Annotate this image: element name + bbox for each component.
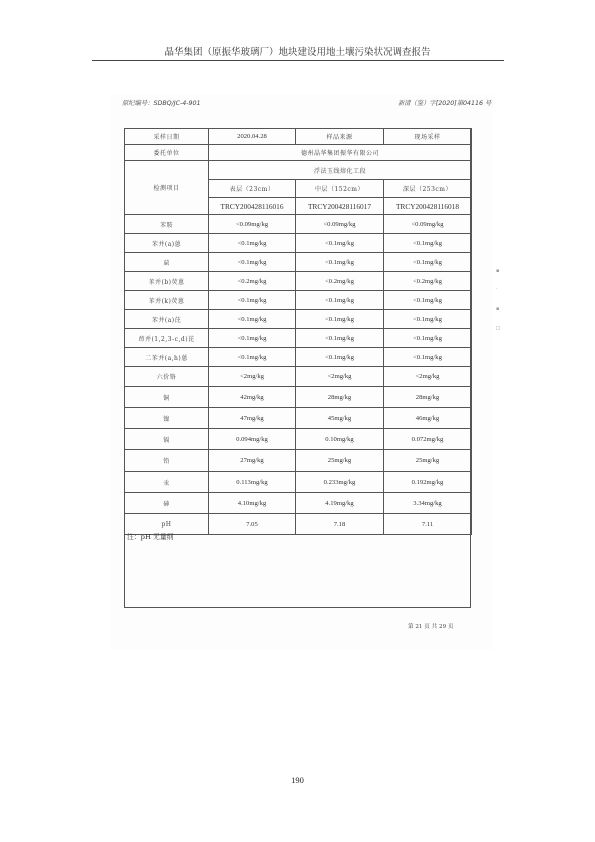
test-item-name: 六价铬 [125,367,209,387]
sampling-date-label: 采样日期 [125,129,209,145]
client-name: 德州晶华集团振华有限公司 [209,145,472,161]
result-value: 28mg/kg [384,387,472,408]
sample-code: TRCY200428116017 [296,198,384,215]
test-item-name: 苯并(a)蒽 [125,234,209,253]
result-row [125,253,472,272]
edge-mark: · [496,286,498,292]
footnote: 注：pH 无量纲 [127,533,174,541]
result-rows [125,215,472,535]
result-row [125,234,472,253]
sample-code: TRCY200428116018 [384,198,472,215]
result-value: <0.1mg/kg [384,291,472,310]
result-value: 4.10mg/kg [209,493,296,514]
result-row [125,215,472,234]
result-value: <0.1mg/kg [296,310,384,329]
result-value: <0.1mg/kg [209,348,296,367]
result-value: <0.1mg/kg [384,253,472,272]
test-item-name: 汞 [125,472,209,493]
test-item-name: 镉 [125,429,209,450]
header-rule [92,60,504,61]
test-item-name: 䓛 [125,253,209,272]
result-row [125,272,472,291]
result-row [125,493,472,514]
result-value: 0.113mg/kg [209,472,296,493]
result-value: 7.18 [296,514,384,535]
edge-mark: ▪ [496,268,500,274]
result-value: <0.1mg/kg [296,253,384,272]
result-value: 0.10mg/kg [296,429,384,450]
sampling-date: 2020.04.28 [209,129,296,145]
result-row [125,367,472,387]
result-row [125,472,472,493]
result-value: <0.09mg/kg [209,215,296,234]
result-value: 0.072mg/kg [384,429,472,450]
result-value: <0.1mg/kg [209,291,296,310]
result-value: 0.233mg/kg [296,472,384,493]
test-results-table [124,128,472,535]
result-value: 0.192mg/kg [384,472,472,493]
result-value: 25mg/kg [384,450,472,472]
result-value: <0.2mg/kg [296,272,384,291]
result-row [125,348,472,367]
result-row [125,514,472,535]
result-value: <0.1mg/kg [209,253,296,272]
test-item-name: 茚并(1,2,3-c,d)芘 [125,329,209,348]
test-item-name: 砷 [125,493,209,514]
layer-header: 中层（152cm） [296,180,384,198]
layer-header: 深层（253cm） [384,180,472,198]
result-value: <2mg/kg [296,367,384,387]
result-row [125,291,472,310]
test-item-name: 苯并(a)芘 [125,310,209,329]
result-value: <0.1mg/kg [296,234,384,253]
result-value: <0.1mg/kg [296,348,384,367]
test-item-name: 镍 [125,408,209,429]
result-value: 28mg/kg [296,387,384,408]
result-value: 3.34mg/kg [384,493,472,514]
record-number: 原纪编号：SDBQ/JC-4-901 [122,100,201,107]
test-item-name: pH [125,514,209,535]
result-value: 42mg/kg [209,387,296,408]
test-item-name: 苯并(k)荧蒽 [125,291,209,310]
result-value: <0.1mg/kg [384,310,472,329]
client-row [125,145,472,161]
test-item-name: 铜 [125,387,209,408]
result-value: <0.1mg/kg [296,291,384,310]
result-value: <0.1mg/kg [209,234,296,253]
result-value: <2mg/kg [384,367,472,387]
result-value: <0.1mg/kg [384,234,472,253]
result-value: 27mg/kg [209,450,296,472]
sampling-point-group: 浮法玉线熔化工段 [209,161,472,180]
result-value: <0.2mg/kg [209,272,296,291]
test-item-name: 铅 [125,450,209,472]
result-value: 46mg/kg [384,408,472,429]
test-item-name: 苯胺 [125,215,209,234]
result-row [125,310,472,329]
result-value: <0.2mg/kg [384,272,472,291]
report-number: 新清（鉴）字[2020]第04116 号 [398,100,492,107]
sample-source-label: 样品来源 [296,129,384,145]
item-header: 检测项目 [125,161,209,215]
result-value: <0.09mg/kg [296,215,384,234]
test-item-name: 二苯并(a,h)蒽 [125,348,209,367]
result-value: <0.1mg/kg [209,310,296,329]
sampling-row [125,129,472,145]
result-value: <0.09mg/kg [384,215,472,234]
sample-code: TRCY200428116016 [209,198,296,215]
layer-header: 表层（23cm） [209,180,296,198]
report-header-title: 晶华集团（原振华玻璃厂）地块建设用地土壤污染状况调查报告 [164,47,431,58]
sample-source: 现场采样 [384,129,472,145]
edge-mark: ☐ [496,326,501,332]
result-row [125,429,472,450]
result-value: <0.1mg/kg [296,329,384,348]
test-item-name: 苯并(b)荧蒽 [125,272,209,291]
result-value: 7.11 [384,514,472,535]
result-value: <0.1mg/kg [384,348,472,367]
result-value: <0.1mg/kg [384,329,472,348]
result-row [125,329,472,348]
result-value: 47mg/kg [209,408,296,429]
group-row [125,161,472,180]
result-row [125,387,472,408]
result-value: 45mg/kg [296,408,384,429]
client-label: 委托单位 [125,145,209,161]
result-row [125,450,472,472]
result-value: 4.19mg/kg [296,493,384,514]
result-value: 0.094mg/kg [209,429,296,450]
edge-mark: ▪ [496,306,500,312]
result-value: <0.1mg/kg [209,329,296,348]
result-value: 7.05 [209,514,296,535]
result-value: <2mg/kg [209,367,296,387]
result-row [125,408,472,429]
scan-page-info: 第 21 页 共 29 页 [408,624,454,630]
result-value: 25mg/kg [296,450,384,472]
page-number: 190 [291,775,304,785]
